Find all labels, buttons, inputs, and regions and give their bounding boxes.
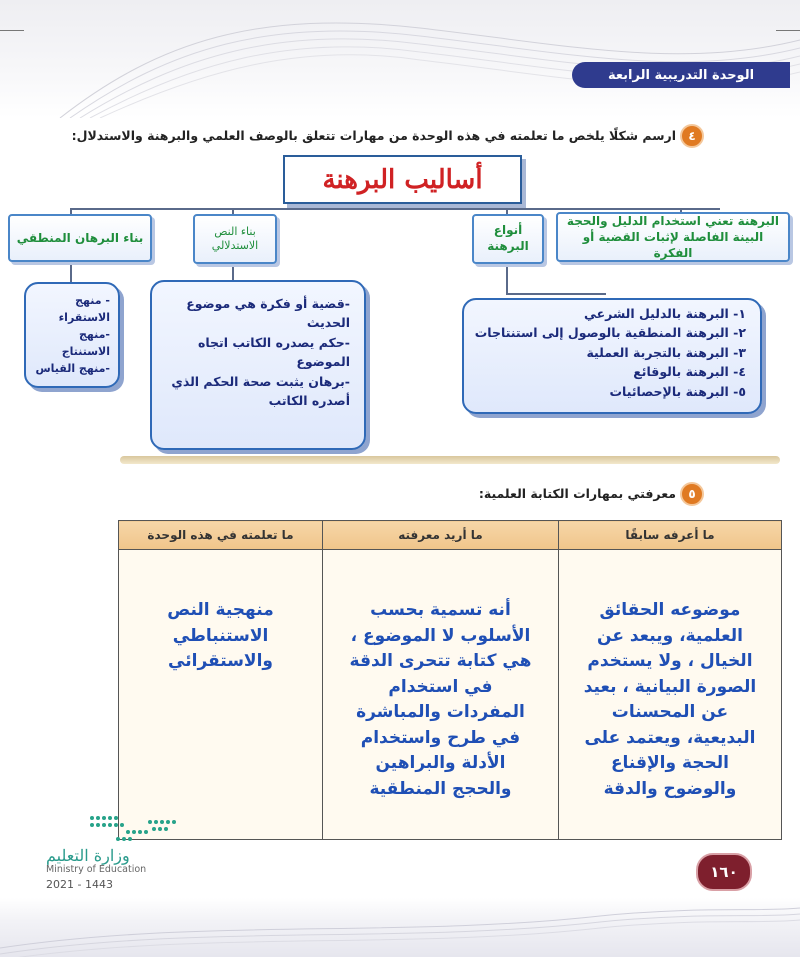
writing-skills-table bbox=[118, 520, 782, 840]
connector-line bbox=[506, 262, 508, 294]
footer-wave-decoration bbox=[0, 898, 800, 957]
list-item: -منهج القياس bbox=[35, 362, 110, 376]
header-wave-decoration bbox=[0, 0, 800, 118]
inferential-text-node: بناء النص الاستدلالي bbox=[193, 214, 277, 264]
types-list-box bbox=[462, 298, 762, 414]
connector-line bbox=[506, 293, 606, 295]
crop-mark bbox=[0, 30, 24, 31]
list-item: - منهج الاستقراء bbox=[58, 294, 110, 325]
list-item: ٥- البرهنة بالإحصائيات bbox=[609, 383, 746, 399]
list-item: -منهج الاستنتاج bbox=[61, 328, 110, 359]
list-item: ٤- البرهنة بالوقائع bbox=[633, 364, 746, 380]
types-node: أنواع البرهنة bbox=[472, 214, 544, 264]
definition-node: البرهنة تعني استخدام الدليل والحجة البينة الفاصلة لإثبات القضية أو الفكرة bbox=[556, 212, 790, 262]
table-header-row bbox=[119, 521, 782, 550]
list-item: -حكم يصدره الكاتب اتجاه الموضوع bbox=[197, 334, 350, 370]
list-item: ٢- البرهنة المنطقية بالوصول إلى استنتاجات bbox=[474, 325, 746, 341]
page-number-badge: ١٦٠ bbox=[696, 853, 752, 891]
unit-title-bar bbox=[572, 62, 790, 88]
section-divider bbox=[120, 456, 780, 464]
table-header-cell: ما أعرفه سابقًا bbox=[558, 521, 781, 550]
table-cell-learned: منهجية النص الاستنباطي والاستقرائي bbox=[119, 550, 323, 840]
section-5-prompt: معرفتي بمهارات الكتابة العلمية: bbox=[478, 486, 676, 501]
connector-line bbox=[70, 208, 720, 210]
table-header-cell: ما تعلمته في هذه الوحدة bbox=[119, 521, 323, 550]
table-row bbox=[119, 550, 782, 840]
section-5-number-badge: ٥ bbox=[680, 482, 704, 506]
ministry-name-arabic: وزارة التعليم bbox=[46, 846, 130, 865]
table-cell-want: أنه تسمية بحسب الأسلوب لا الموضوع ، هي كتابة تتحرى الدقة في استخدام المفردات والمباشرة في طرح واستخدام الأدلة والبراهين والحجج المنطقية bbox=[323, 550, 559, 840]
section-4-number-badge: ٤ bbox=[680, 124, 704, 148]
ministry-logo-icon bbox=[88, 812, 180, 846]
list-item: -برهان يثبت صحة الحكم الذي أصدره الكاتب bbox=[171, 373, 350, 408]
academic-year: 2021 - 1443 bbox=[46, 878, 113, 891]
list-item: ١- البرهنة بالدليل الشرعي bbox=[583, 306, 746, 321]
inferential-list-box bbox=[150, 280, 366, 450]
logical-list-box bbox=[24, 282, 120, 388]
table-cell-known: موضوعه الحقائق العلمية، ويبعد عن الخيال ، ولا يستخدم الصورة البيانية ، بعيد عن المحسنات البديعية، ويعتمد على الحجة والإقناع والوضوح والدقة bbox=[558, 550, 781, 840]
logical-proof-node: بناء البرهان المنطقي bbox=[8, 214, 152, 262]
diagram-central-title: أساليب البرهنة bbox=[283, 155, 522, 204]
table-header-cell: ما أريد معرفته bbox=[323, 521, 559, 550]
list-item: ٣- البرهنة بالتجربة العملية bbox=[586, 344, 746, 360]
connector-line bbox=[232, 262, 234, 282]
unit-title: الوحدة التدريبية الرابعة bbox=[607, 67, 755, 83]
list-item: -قضية أو فكرة هي موضوع الحديث bbox=[186, 296, 350, 331]
ministry-name-english: Ministry of Education bbox=[46, 864, 147, 875]
section-4-prompt: ارسم شكلًا يلخص ما تعلمته في هذه الوحدة من مهارات تتعلق بالوصف العلمي والبرهنة والاستدلال: bbox=[71, 128, 676, 143]
crop-mark bbox=[776, 30, 800, 31]
connector-line bbox=[70, 262, 72, 282]
